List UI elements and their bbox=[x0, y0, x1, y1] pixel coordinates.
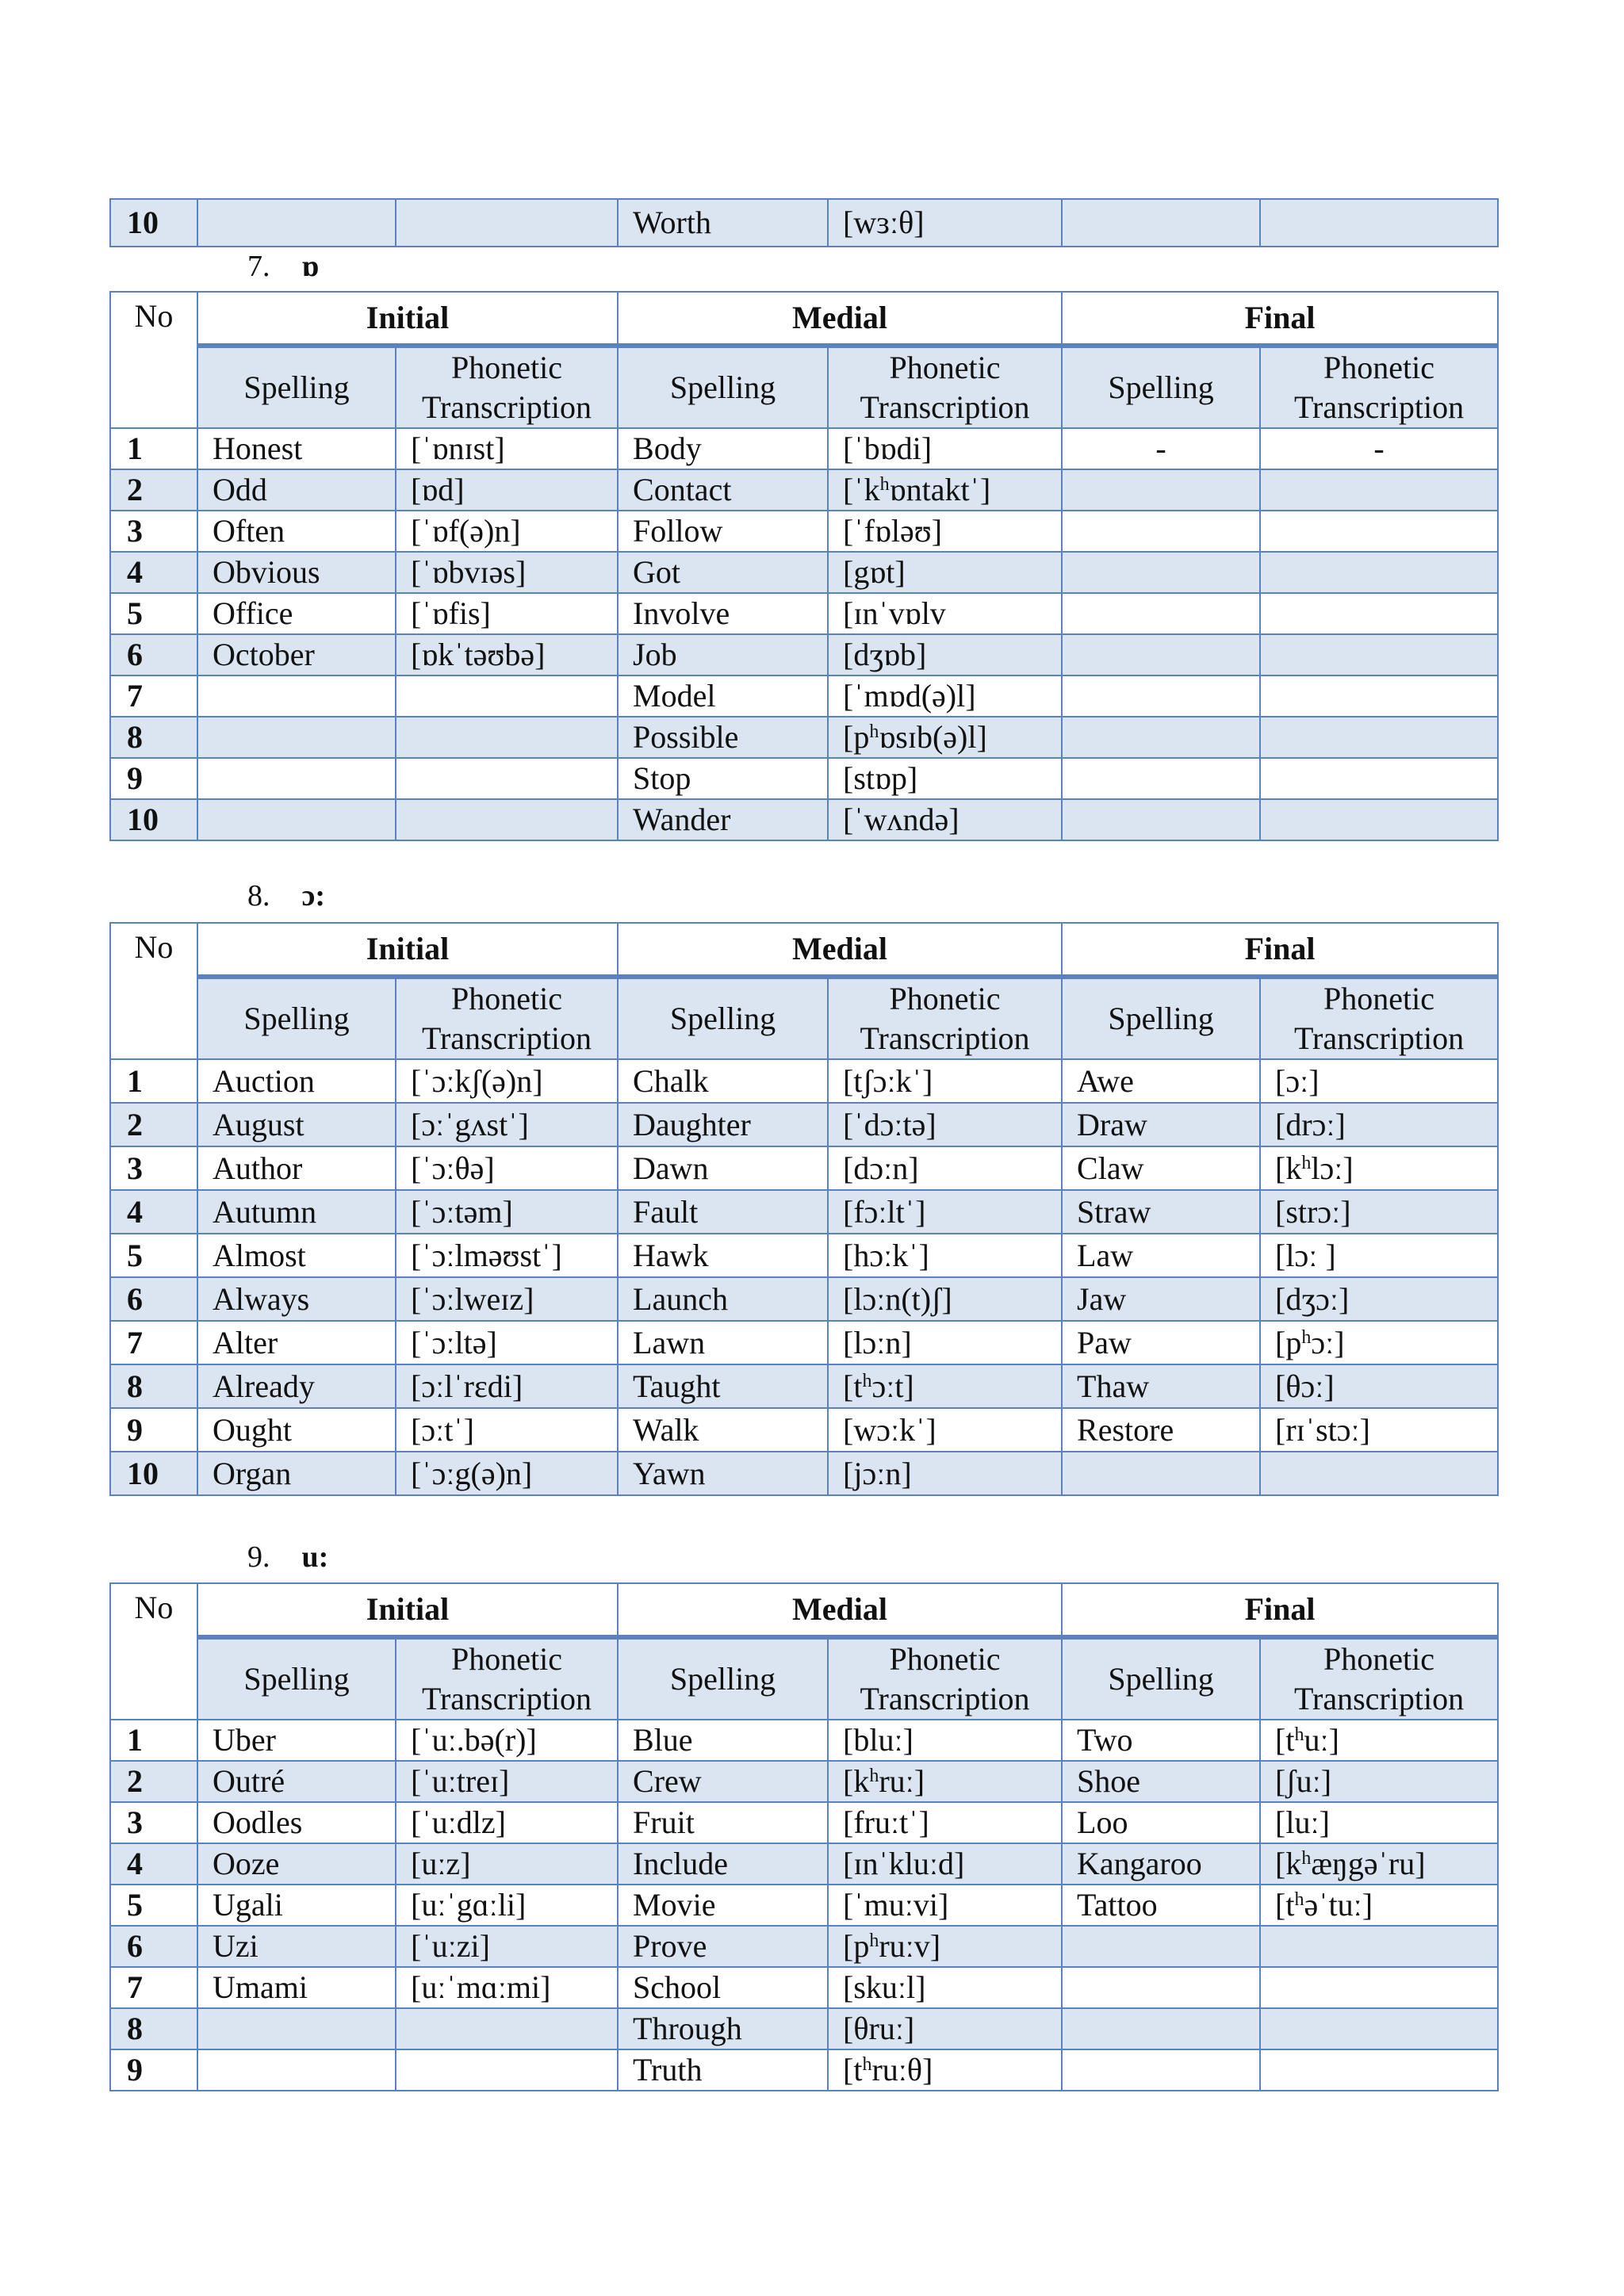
initial-spelling: Office bbox=[197, 593, 396, 634]
medial-phonetic: [hɔːkˈ] bbox=[828, 1234, 1062, 1277]
medial-phonetic: $[t^hɔːt]$ bbox=[828, 1364, 1062, 1408]
initial-spelling: Ooze bbox=[197, 1843, 396, 1885]
medial-phonetic: [wɜːθ] bbox=[828, 199, 1062, 247]
initial-phonetic: [ˈɒfis] bbox=[396, 593, 618, 634]
medial-header: Medial bbox=[618, 923, 1062, 977]
medial-spelling: Walk bbox=[618, 1408, 828, 1452]
final-spelling bbox=[1062, 2049, 1260, 2091]
initial-phonetic: [ɒd] bbox=[396, 469, 618, 511]
sub-header-row bbox=[110, 346, 1498, 428]
initial-phonetic: [ˈɒbvɪəs] bbox=[396, 552, 618, 593]
final-phonetic bbox=[1260, 1967, 1498, 2008]
initial-phonetic: [ˈɔːkʃ(ə)n] bbox=[396, 1059, 618, 1103]
row-number: 3 bbox=[110, 1146, 197, 1190]
sub-header-row bbox=[110, 977, 1498, 1059]
final-spelling: Straw bbox=[1062, 1190, 1260, 1234]
row-number: 9 bbox=[110, 758, 197, 799]
row-number: 4 bbox=[110, 552, 197, 593]
medial-phonetic: [fruːtˈ] bbox=[828, 1802, 1062, 1843]
row-number: 3 bbox=[110, 1802, 197, 1843]
table-row bbox=[110, 1059, 1498, 1103]
table-row bbox=[110, 552, 1498, 593]
row-number: 6 bbox=[110, 1277, 197, 1321]
final-spelling bbox=[1062, 634, 1260, 675]
initial-phonetic: [ɔːlˈrɛdi] bbox=[396, 1364, 618, 1408]
final-phonetic: [ʃuː] bbox=[1260, 1761, 1498, 1802]
initial-spelling: Uber bbox=[197, 1720, 396, 1761]
final-phonetic: [lɔː ] bbox=[1260, 1234, 1498, 1277]
phoneme-table-8 bbox=[109, 922, 1499, 1496]
spelling-header: Spelling bbox=[1062, 346, 1260, 428]
table-row bbox=[110, 1885, 1498, 1926]
medial-spelling: Got bbox=[618, 552, 828, 593]
final-spelling bbox=[1062, 552, 1260, 593]
medial-spelling: Through bbox=[618, 2008, 828, 2049]
final-header: Final bbox=[1062, 292, 1498, 346]
initial-spelling: Oodles bbox=[197, 1802, 396, 1843]
initial-phonetic: [ˈuː.bə(r)] bbox=[396, 1720, 618, 1761]
row-number: 5 bbox=[110, 1885, 197, 1926]
row-number: 4 bbox=[110, 1190, 197, 1234]
row-number: 5 bbox=[110, 593, 197, 634]
medial-spelling: Fault bbox=[618, 1190, 828, 1234]
initial-spelling bbox=[197, 717, 396, 758]
initial-spelling: Autumn bbox=[197, 1190, 396, 1234]
phonetic-header: Phonetic Transcription bbox=[396, 1637, 618, 1720]
table-row bbox=[110, 1802, 1498, 1843]
final-spelling: Jaw bbox=[1062, 1277, 1260, 1321]
medial-spelling: Follow bbox=[618, 511, 828, 552]
final-phonetic: $[k^hlɔː]$ bbox=[1260, 1146, 1498, 1190]
row-number: 8 bbox=[110, 717, 197, 758]
initial-spelling bbox=[197, 2008, 396, 2049]
spelling-header: Spelling bbox=[618, 1637, 828, 1720]
final-spelling bbox=[1062, 1967, 1260, 2008]
table-row bbox=[110, 1234, 1498, 1277]
table-row bbox=[110, 1408, 1498, 1452]
final-phonetic bbox=[1260, 593, 1498, 634]
medial-phonetic: [gɒt] bbox=[828, 552, 1062, 593]
medial-spelling: Lawn bbox=[618, 1321, 828, 1364]
medial-phonetic: [θruː] bbox=[828, 2008, 1062, 2049]
row-number: 2 bbox=[110, 1761, 197, 1802]
row-number: 4 bbox=[110, 1843, 197, 1885]
table-row bbox=[110, 758, 1498, 799]
medial-phonetic: [skuːl] bbox=[828, 1967, 1062, 2008]
initial-spelling: Often bbox=[197, 511, 396, 552]
table-row bbox=[110, 1761, 1498, 1802]
table-row bbox=[110, 1364, 1498, 1408]
section-symbol: ɒ bbox=[301, 250, 320, 283]
medial-spelling: Truth bbox=[618, 2049, 828, 2091]
row-number: 2 bbox=[110, 1103, 197, 1146]
final-spelling bbox=[1062, 758, 1260, 799]
no-header: No bbox=[110, 923, 197, 1059]
medial-phonetic: [bluː] bbox=[828, 1720, 1062, 1761]
table-row bbox=[110, 1146, 1498, 1190]
table-row bbox=[110, 1926, 1498, 1967]
initial-spelling: Always bbox=[197, 1277, 396, 1321]
initial-spelling: Uzi bbox=[197, 1926, 396, 1967]
final-phonetic: $[t^huː]$ bbox=[1260, 1720, 1498, 1761]
phonetic-header: Phonetic Transcription bbox=[1260, 977, 1498, 1059]
initial-header: Initial bbox=[197, 292, 618, 346]
medial-header: Medial bbox=[618, 1583, 1062, 1637]
no-header: No bbox=[110, 292, 197, 428]
initial-phonetic: [ɔːtˈ] bbox=[396, 1408, 618, 1452]
sub-header-row bbox=[110, 1637, 1498, 1720]
final-phonetic bbox=[1260, 552, 1498, 593]
medial-phonetic: [ˈmɒd(ə)l] bbox=[828, 675, 1062, 717]
final-phonetic bbox=[1260, 758, 1498, 799]
table-row bbox=[110, 675, 1498, 717]
phoneme-table-7 bbox=[109, 291, 1499, 841]
medial-spelling: Movie bbox=[618, 1885, 828, 1926]
initial-phonetic: [ɔːˈgʌstˈ] bbox=[396, 1103, 618, 1146]
initial-spelling: Honest bbox=[197, 428, 396, 469]
medial-phonetic: [ˈwʌndə] bbox=[828, 799, 1062, 840]
row-number: 3 bbox=[110, 511, 197, 552]
initial-phonetic: [uːz] bbox=[396, 1843, 618, 1885]
final-phonetic: [strɔː] bbox=[1260, 1190, 1498, 1234]
final-phonetic: - bbox=[1260, 428, 1498, 469]
initial-spelling: Odd bbox=[197, 469, 396, 511]
phonetic-header: Phonetic Transcription bbox=[828, 1637, 1062, 1720]
row-number: 1 bbox=[110, 1720, 197, 1761]
medial-phonetic: [ˈmuːvi] bbox=[828, 1885, 1062, 1926]
medial-phonetic: [ˈfɒləʊ] bbox=[828, 511, 1062, 552]
medial-spelling: Possible bbox=[618, 717, 828, 758]
final-spelling: Shoe bbox=[1062, 1761, 1260, 1802]
medial-spelling: Crew bbox=[618, 1761, 828, 1802]
initial-spelling: Ought bbox=[197, 1408, 396, 1452]
row-number: 10 bbox=[110, 199, 197, 247]
medial-spelling: Taught bbox=[618, 1364, 828, 1408]
table-row bbox=[110, 1843, 1498, 1885]
final-spelling: Kangaroo bbox=[1062, 1843, 1260, 1885]
initial-spelling: Alter bbox=[197, 1321, 396, 1364]
initial-phonetic: [ˈɔːg(ə)n] bbox=[396, 1452, 618, 1495]
row-number: 10 bbox=[110, 1452, 197, 1495]
table-row bbox=[110, 1321, 1498, 1364]
final-spelling: Law bbox=[1062, 1234, 1260, 1277]
initial-spelling: Umami bbox=[197, 1967, 396, 2008]
phonetic-header: Phonetic Transcription bbox=[828, 977, 1062, 1059]
section-caption bbox=[247, 249, 319, 284]
spelling-header: Spelling bbox=[197, 1637, 396, 1720]
medial-spelling: Blue bbox=[618, 1720, 828, 1761]
table-row bbox=[110, 1277, 1498, 1321]
initial-spelling bbox=[197, 758, 396, 799]
spelling-header: Spelling bbox=[618, 977, 828, 1059]
initial-spelling: Ugali bbox=[197, 1885, 396, 1926]
medial-phonetic: [dɔːn] bbox=[828, 1146, 1062, 1190]
table-row bbox=[110, 1720, 1498, 1761]
medial-spelling: Daughter bbox=[618, 1103, 828, 1146]
row-number: 7 bbox=[110, 1321, 197, 1364]
final-phonetic: $[t^həˈtuː]$ bbox=[1260, 1885, 1498, 1926]
final-spelling bbox=[1062, 511, 1260, 552]
row-number: 6 bbox=[110, 634, 197, 675]
medial-spelling: Yawn bbox=[618, 1452, 828, 1495]
initial-spelling: Already bbox=[197, 1364, 396, 1408]
final-spelling: Draw bbox=[1062, 1103, 1260, 1146]
medial-phonetic: $[p^hruːv]$ bbox=[828, 1926, 1062, 1967]
spelling-header: Spelling bbox=[1062, 977, 1260, 1059]
initial-spelling bbox=[197, 799, 396, 840]
row-number: 6 bbox=[110, 1926, 197, 1967]
row-number: 9 bbox=[110, 1408, 197, 1452]
medial-spelling: Hawk bbox=[618, 1234, 828, 1277]
medial-spelling: Contact bbox=[618, 469, 828, 511]
table-row bbox=[110, 717, 1498, 758]
final-spelling: Loo bbox=[1062, 1802, 1260, 1843]
final-phonetic bbox=[1260, 1926, 1498, 1967]
final-spelling bbox=[1062, 717, 1260, 758]
final-spelling: Thaw bbox=[1062, 1364, 1260, 1408]
table-row bbox=[110, 634, 1498, 675]
final-phonetic bbox=[1260, 634, 1498, 675]
table-row bbox=[110, 2049, 1498, 2091]
final-phonetic: [ɔː] bbox=[1260, 1059, 1498, 1103]
final-spelling bbox=[1062, 2008, 1260, 2049]
row-number: 1 bbox=[110, 1059, 197, 1103]
initial-spelling: Outré bbox=[197, 1761, 396, 1802]
initial-phonetic: [ˈuːdlz] bbox=[396, 1802, 618, 1843]
final-spelling: Awe bbox=[1062, 1059, 1260, 1103]
initial-phonetic bbox=[396, 758, 618, 799]
table-row bbox=[110, 799, 1498, 840]
final-spelling: Tattoo bbox=[1062, 1885, 1260, 1926]
final-header: Final bbox=[1062, 1583, 1498, 1637]
initial-spelling: August bbox=[197, 1103, 396, 1146]
final-phonetic bbox=[1260, 717, 1498, 758]
spelling-header: Spelling bbox=[618, 346, 828, 428]
initial-spelling bbox=[197, 675, 396, 717]
initial-phonetic bbox=[396, 799, 618, 840]
phonetic-header: Phonetic Transcription bbox=[396, 977, 618, 1059]
initial-header: Initial bbox=[197, 1583, 618, 1637]
medial-spelling: Wander bbox=[618, 799, 828, 840]
medial-spelling: Involve bbox=[618, 593, 828, 634]
medial-spelling: Prove bbox=[618, 1926, 828, 1967]
section-number: 7. bbox=[247, 250, 270, 283]
medial-phonetic: [ˈdɔːtə] bbox=[828, 1103, 1062, 1146]
final-phonetic: $[p^hɔː]$ bbox=[1260, 1321, 1498, 1364]
final-spelling: Paw bbox=[1062, 1321, 1260, 1364]
section-symbol: u: bbox=[301, 1540, 329, 1574]
initial-spelling: Author bbox=[197, 1146, 396, 1190]
row-number: 2 bbox=[110, 469, 197, 511]
final-phonetic: [dʒɔː] bbox=[1260, 1277, 1498, 1321]
initial-phonetic: [ˈɔːtəm] bbox=[396, 1190, 618, 1234]
group-header-row bbox=[110, 1583, 1498, 1637]
final-spelling bbox=[1062, 1452, 1260, 1495]
table-row bbox=[110, 1967, 1498, 2008]
phonetic-header: Phonetic Transcription bbox=[1260, 346, 1498, 428]
initial-spelling: October bbox=[197, 634, 396, 675]
row-number: 1 bbox=[110, 428, 197, 469]
section-number: 9. bbox=[247, 1540, 270, 1574]
initial-phonetic: [ˈɔːltə] bbox=[396, 1321, 618, 1364]
medial-phonetic: [ˈk$^h$ɒntaktˈ] bbox=[828, 469, 1062, 511]
final-spelling bbox=[1062, 799, 1260, 840]
initial-phonetic: [uːˈmɑːmi] bbox=[396, 1967, 618, 2008]
medial-spelling: Stop bbox=[618, 758, 828, 799]
continuation-table bbox=[109, 198, 1499, 247]
initial-phonetic bbox=[396, 2008, 618, 2049]
row-number: 9 bbox=[110, 2049, 197, 2091]
table-row bbox=[110, 1190, 1498, 1234]
medial-spelling: Body bbox=[618, 428, 828, 469]
final-phonetic bbox=[1260, 511, 1498, 552]
initial-phonetic bbox=[396, 717, 618, 758]
initial-phonetic: [uːˈgɑːli] bbox=[396, 1885, 618, 1926]
medial-spelling: Fruit bbox=[618, 1802, 828, 1843]
final-spelling: Restore bbox=[1062, 1408, 1260, 1452]
group-header-row bbox=[110, 923, 1498, 977]
row-number: 8 bbox=[110, 2008, 197, 2049]
initial-phonetic bbox=[396, 2049, 618, 2091]
medial-phonetic: [fɔːltˈ] bbox=[828, 1190, 1062, 1234]
initial-spelling: Auction bbox=[197, 1059, 396, 1103]
final-header: Final bbox=[1062, 923, 1498, 977]
row-number: 5 bbox=[110, 1234, 197, 1277]
table-row bbox=[110, 1103, 1498, 1146]
final-phonetic bbox=[1260, 2008, 1498, 2049]
initial-phonetic: [ɒkˈtəʊbə] bbox=[396, 634, 618, 675]
spelling-header: Spelling bbox=[1062, 1637, 1260, 1720]
final-spelling bbox=[1062, 675, 1260, 717]
initial-phonetic: [ˈɔːlməʊstˈ] bbox=[396, 1234, 618, 1277]
medial-spelling: Model bbox=[618, 675, 828, 717]
row-number: 7 bbox=[110, 1967, 197, 2008]
phonetic-header: Phonetic Transcription bbox=[396, 346, 618, 428]
initial-phonetic: [ˈuːtreɪ] bbox=[396, 1761, 618, 1802]
final-spelling: - bbox=[1062, 428, 1260, 469]
final-phonetic: [rɪˈstɔː] bbox=[1260, 1408, 1498, 1452]
table-row bbox=[110, 2008, 1498, 2049]
initial-phonetic: [ˈɔːθə] bbox=[396, 1146, 618, 1190]
initial-spelling: Almost bbox=[197, 1234, 396, 1277]
final-spelling bbox=[1062, 1926, 1260, 1967]
medial-spelling: Chalk bbox=[618, 1059, 828, 1103]
section-caption bbox=[247, 878, 325, 913]
final-phonetic: [θɔː] bbox=[1260, 1364, 1498, 1408]
phonetic-header: Phonetic Transcription bbox=[828, 346, 1062, 428]
medial-spelling: School bbox=[618, 1967, 828, 2008]
medial-phonetic: $[p^hɒsɪb(ə)l]$ bbox=[828, 717, 1062, 758]
initial-spelling bbox=[197, 2049, 396, 2091]
table-row bbox=[110, 428, 1498, 469]
spelling-header: Spelling bbox=[197, 346, 396, 428]
final-phonetic bbox=[1260, 675, 1498, 717]
table-row bbox=[110, 593, 1498, 634]
medial-phonetic: [ˈbɒdi] bbox=[828, 428, 1062, 469]
table-row bbox=[110, 1452, 1498, 1495]
final-phonetic: $[k^hæŋgəˈru]$ bbox=[1260, 1843, 1498, 1885]
final-spelling: Claw bbox=[1062, 1146, 1260, 1190]
medial-phonetic: [ɪnˈkluːd] bbox=[828, 1843, 1062, 1885]
medial-spelling: Launch bbox=[618, 1277, 828, 1321]
medial-spelling: Include bbox=[618, 1843, 828, 1885]
medial-phonetic: [wɔːkˈ] bbox=[828, 1408, 1062, 1452]
spelling-header: Spelling bbox=[197, 977, 396, 1059]
table-row bbox=[110, 511, 1498, 552]
row-number: 8 bbox=[110, 1364, 197, 1408]
initial-spelling: Obvious bbox=[197, 552, 396, 593]
medial-spelling: Worth bbox=[618, 199, 828, 247]
medial-spelling: Dawn bbox=[618, 1146, 828, 1190]
medial-phonetic: [lɔːn(t)ʃ] bbox=[828, 1277, 1062, 1321]
no-header: No bbox=[110, 1583, 197, 1720]
final-phonetic: [drɔː] bbox=[1260, 1103, 1498, 1146]
medial-header: Medial bbox=[618, 292, 1062, 346]
final-phonetic bbox=[1260, 1452, 1498, 1495]
final-spelling bbox=[1062, 593, 1260, 634]
medial-phonetic: [jɔːn] bbox=[828, 1452, 1062, 1495]
initial-phonetic: [ˈɔːlweɪz] bbox=[396, 1277, 618, 1321]
medial-spelling: Job bbox=[618, 634, 828, 675]
phoneme-table-9 bbox=[109, 1582, 1499, 2091]
row-number: 10 bbox=[110, 799, 197, 840]
section-number: 8. bbox=[247, 879, 270, 913]
medial-phonetic: [stɒp] bbox=[828, 758, 1062, 799]
section-caption bbox=[247, 1540, 328, 1575]
initial-phonetic bbox=[396, 675, 618, 717]
initial-phonetic: [ˈuːzi] bbox=[396, 1926, 618, 1967]
final-phonetic bbox=[1260, 469, 1498, 511]
table-row bbox=[110, 199, 1498, 247]
initial-header: Initial bbox=[197, 923, 618, 977]
initial-phonetic: [ˈɒnɪst] bbox=[396, 428, 618, 469]
final-spelling bbox=[1062, 469, 1260, 511]
final-phonetic: [luː] bbox=[1260, 1802, 1498, 1843]
final-spelling: Two bbox=[1062, 1720, 1260, 1761]
medial-phonetic: [ɪnˈvɒlv bbox=[828, 593, 1062, 634]
initial-spelling: Organ bbox=[197, 1452, 396, 1495]
table-row bbox=[110, 469, 1498, 511]
medial-phonetic: $[t^hruː\theta]$ bbox=[828, 2049, 1062, 2091]
group-header-row bbox=[110, 292, 1498, 346]
phonetic-header: Phonetic Transcription bbox=[1260, 1637, 1498, 1720]
medial-phonetic: [dʒɒb] bbox=[828, 634, 1062, 675]
medial-phonetic: [tʃɔːkˈ] bbox=[828, 1059, 1062, 1103]
row-number: 7 bbox=[110, 675, 197, 717]
section-symbol: ɔ: bbox=[301, 879, 326, 913]
final-phonetic bbox=[1260, 799, 1498, 840]
medial-phonetic: $[k^hruː]$ bbox=[828, 1761, 1062, 1802]
initial-phonetic: [ˈɒf(ə)n] bbox=[396, 511, 618, 552]
medial-phonetic: [lɔːn] bbox=[828, 1321, 1062, 1364]
final-phonetic bbox=[1260, 2049, 1498, 2091]
